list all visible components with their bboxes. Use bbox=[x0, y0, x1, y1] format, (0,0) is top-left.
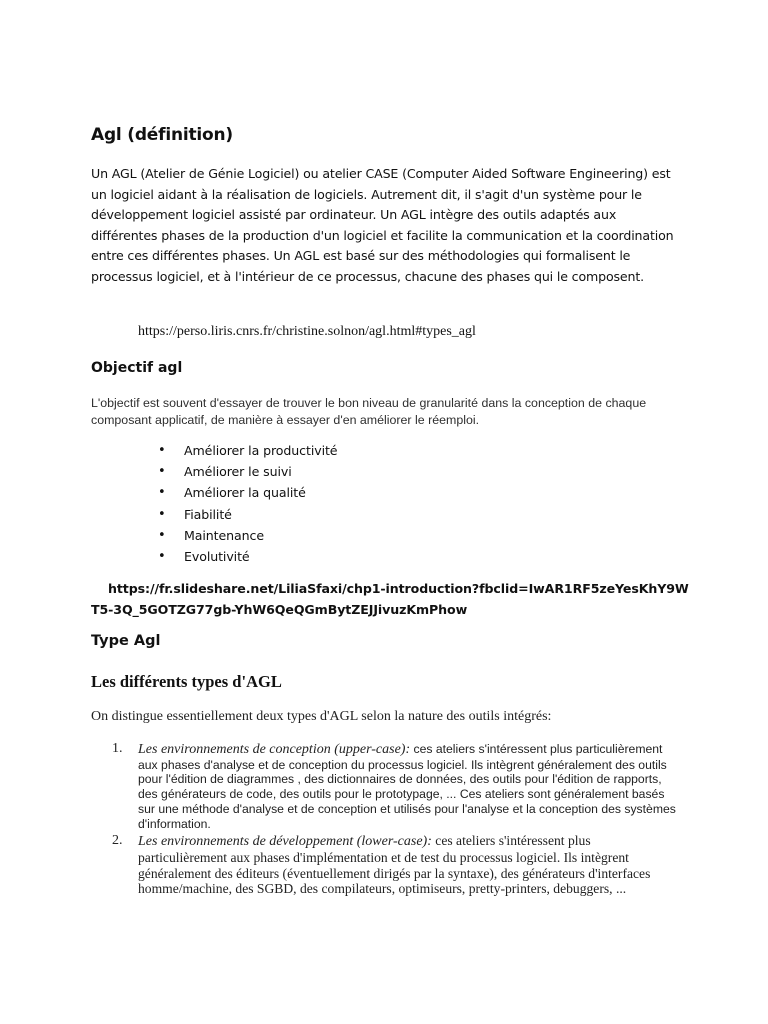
goal-label: Evolutivité bbox=[184, 548, 250, 564]
bullet-icon: • bbox=[158, 485, 166, 501]
list-item bbox=[112, 833, 682, 897]
objectif-paragraph: L'objectif est souvent d'essayer de trouver le bon niveau de granularité dans la conception de chaque composant applicatif, de manière à essayer d'en améliorer le réemploi. bbox=[91, 396, 647, 427]
list-number: 2. bbox=[112, 833, 123, 849]
list-item bbox=[158, 482, 337, 503]
reference-link-1[interactable]: https://perso.liris.cnrs.fr/christine.solnon/agl.html#types_agl bbox=[138, 324, 476, 339]
page-title: Agl (définition) bbox=[91, 125, 233, 145]
list-item bbox=[158, 546, 337, 567]
objectif-heading: Objectif agl bbox=[91, 360, 183, 376]
bullet-icon: • bbox=[158, 548, 166, 564]
bullet-icon: • bbox=[158, 443, 166, 458]
type-heading: Type Agl bbox=[91, 633, 161, 649]
type-description: ces ateliers s'intéressent plus particulièrement aux phases d'implémentation et de test du processus logiciel. Ils intègrent généralement des éditeurs (éventuellement dirigés par la syntaxe), des générateurs d'interfaces homme/machine, des SGBD, des compilateurs, optimiseurs, pretty-printers, debuggers, ... bbox=[138, 833, 651, 897]
goal-label: Améliorer la qualité bbox=[184, 485, 306, 501]
type-description: ces ateliers s'intéressent plus particulièrement aux phases d'analyse et de conception du processus logiciel. Ils intègrent généralement des outils pour l'édition de diagrammes , des dictionnaires de données, des outils pour l'édition de rapports, des générateurs de code, des outils pour le prototypage, ... Ces ateliers sont généralement basés sur une méthode d'analyse et de conception et utilisés pour l'analyse et la conception des systèmes d'information. bbox=[138, 742, 676, 831]
list-item bbox=[158, 504, 337, 525]
goal-label: Améliorer la productivité bbox=[184, 443, 338, 458]
goal-label: Améliorer le suivi bbox=[184, 464, 292, 480]
list-item bbox=[158, 525, 337, 546]
types-list bbox=[112, 742, 682, 897]
bullet-icon: • bbox=[158, 506, 166, 522]
reference-link-2[interactable]: https://fr.slideshare.net/LiliaSfaxi/chp1-introduction?fbclid=IwAR1RF5zeYesKhY9WT5-3Q_5GOTZG77gb-YhW6QeQGmBytZEJJivuzKmPhow bbox=[91, 581, 689, 617]
list-item bbox=[158, 440, 337, 461]
list-number: 1. bbox=[112, 741, 123, 756]
type-title: Les environnements de développement (lower-case): bbox=[138, 834, 432, 850]
goals-list bbox=[158, 440, 337, 567]
list-item bbox=[112, 742, 682, 831]
list-item bbox=[158, 461, 337, 482]
types-heading: Les différents types d'AGL bbox=[91, 672, 282, 691]
bullet-icon: • bbox=[158, 527, 166, 543]
intro-paragraph: Un AGL (Atelier de Génie Logiciel) ou atelier CASE (Computer Aided Software Engineering) est un logiciel aidant à la réalisation de logiciels. Autrement dit, il s'agit d'un système pour le développement logiciel assisté par ordinateur. Un AGL intègre des outils adaptés aux différentes phases de la production d'un logiciel et facilite la communication et la coordination entre ces différentes phases. Un AGL est basé sur des méthodologies qui formalisent le processus logiciel, et à l'intérieur de ce processus, chacune des phases qui le composent. bbox=[91, 166, 674, 284]
goal-label: Fiabilité bbox=[184, 506, 232, 522]
bullet-icon: • bbox=[158, 464, 166, 480]
goal-label: Maintenance bbox=[184, 527, 265, 543]
types-intro-paragraph: On distingue essentiellement deux types d'AGL selon la nature des outils intégrés: bbox=[91, 709, 552, 724]
type-title: Les environnements de conception (upper-case): bbox=[138, 742, 411, 757]
